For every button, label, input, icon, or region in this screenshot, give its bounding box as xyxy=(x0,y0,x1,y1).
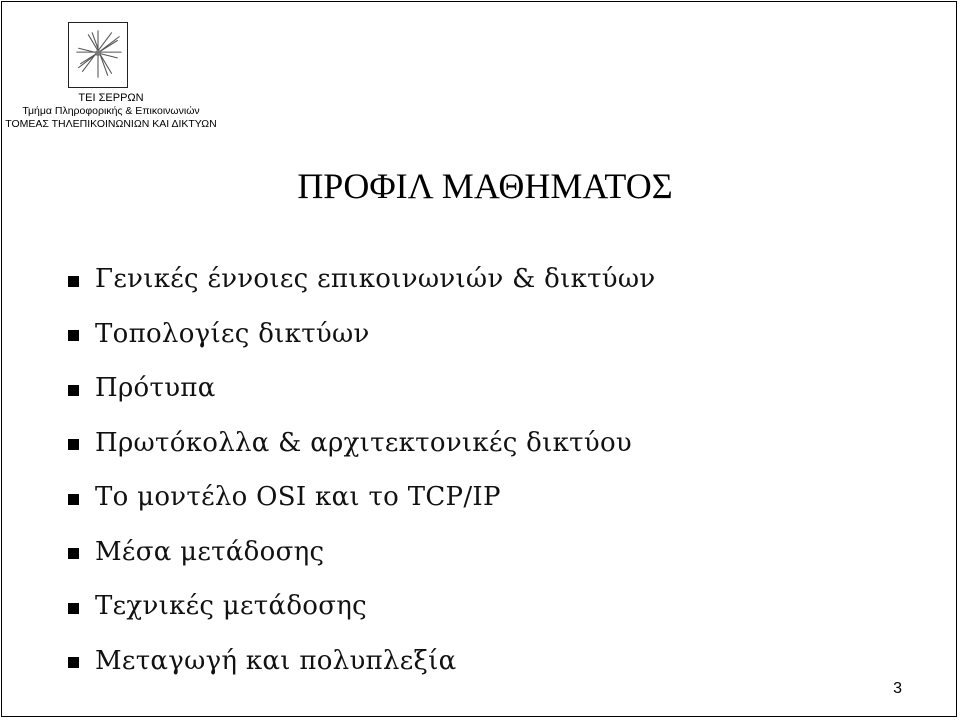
square-bullet-icon xyxy=(68,603,79,614)
square-bullet-icon xyxy=(68,330,79,341)
institution-name: ΤΕΙ ΣΕΡΡΩΝ xyxy=(78,92,144,104)
department-name: Τμήμα Πληροφορικής & Επικοινωνιών xyxy=(22,105,200,117)
bullet-text: Τεχνικές μετάδοσης xyxy=(95,591,368,622)
square-bullet-icon xyxy=(68,385,79,396)
list-item xyxy=(68,416,656,471)
bullet-text: Τοπολογίες δικτύων xyxy=(95,318,370,349)
list-item xyxy=(68,634,656,689)
institution-header xyxy=(0,92,222,131)
list-item xyxy=(68,307,656,362)
square-bullet-icon xyxy=(68,548,79,559)
slide-title: ΠΡΟΦΙΛ ΜΑΘΗΜΑΤΟΣ xyxy=(297,166,673,206)
bullet-text: Πρότυπα xyxy=(95,373,216,404)
bullet-text: Το μοντέλο OSI και το TCP/IP xyxy=(95,482,501,513)
sector-name: ΤΟΜΕΑΣ ΤΗΛΕΠΙΚΟΙΝΩΝΙΩΝ ΚΑΙ ΔΙΚΤΥΩΝ xyxy=(5,118,217,130)
bullet-text: Γενικές έννοιες επικοινωνιών & δικτύων xyxy=(95,264,656,295)
list-item xyxy=(68,579,656,634)
square-bullet-icon xyxy=(68,439,79,450)
list-item xyxy=(68,525,656,580)
institution-logo-icon xyxy=(68,22,128,88)
list-item xyxy=(68,361,656,416)
bullet-list xyxy=(68,252,656,688)
square-bullet-icon xyxy=(68,657,79,668)
square-bullet-icon xyxy=(68,276,79,287)
list-item xyxy=(68,470,656,525)
bullet-text: Μέσα μετάδοσης xyxy=(95,536,325,567)
bullet-text: Μεταγωγή και πολυπλεξία xyxy=(95,645,457,676)
square-bullet-icon xyxy=(68,494,79,505)
page-number: 3 xyxy=(893,680,902,697)
bullet-text: Πρωτόκολλα & αρχιτεκτονικές δικτύου xyxy=(95,427,633,458)
list-item xyxy=(68,252,656,307)
